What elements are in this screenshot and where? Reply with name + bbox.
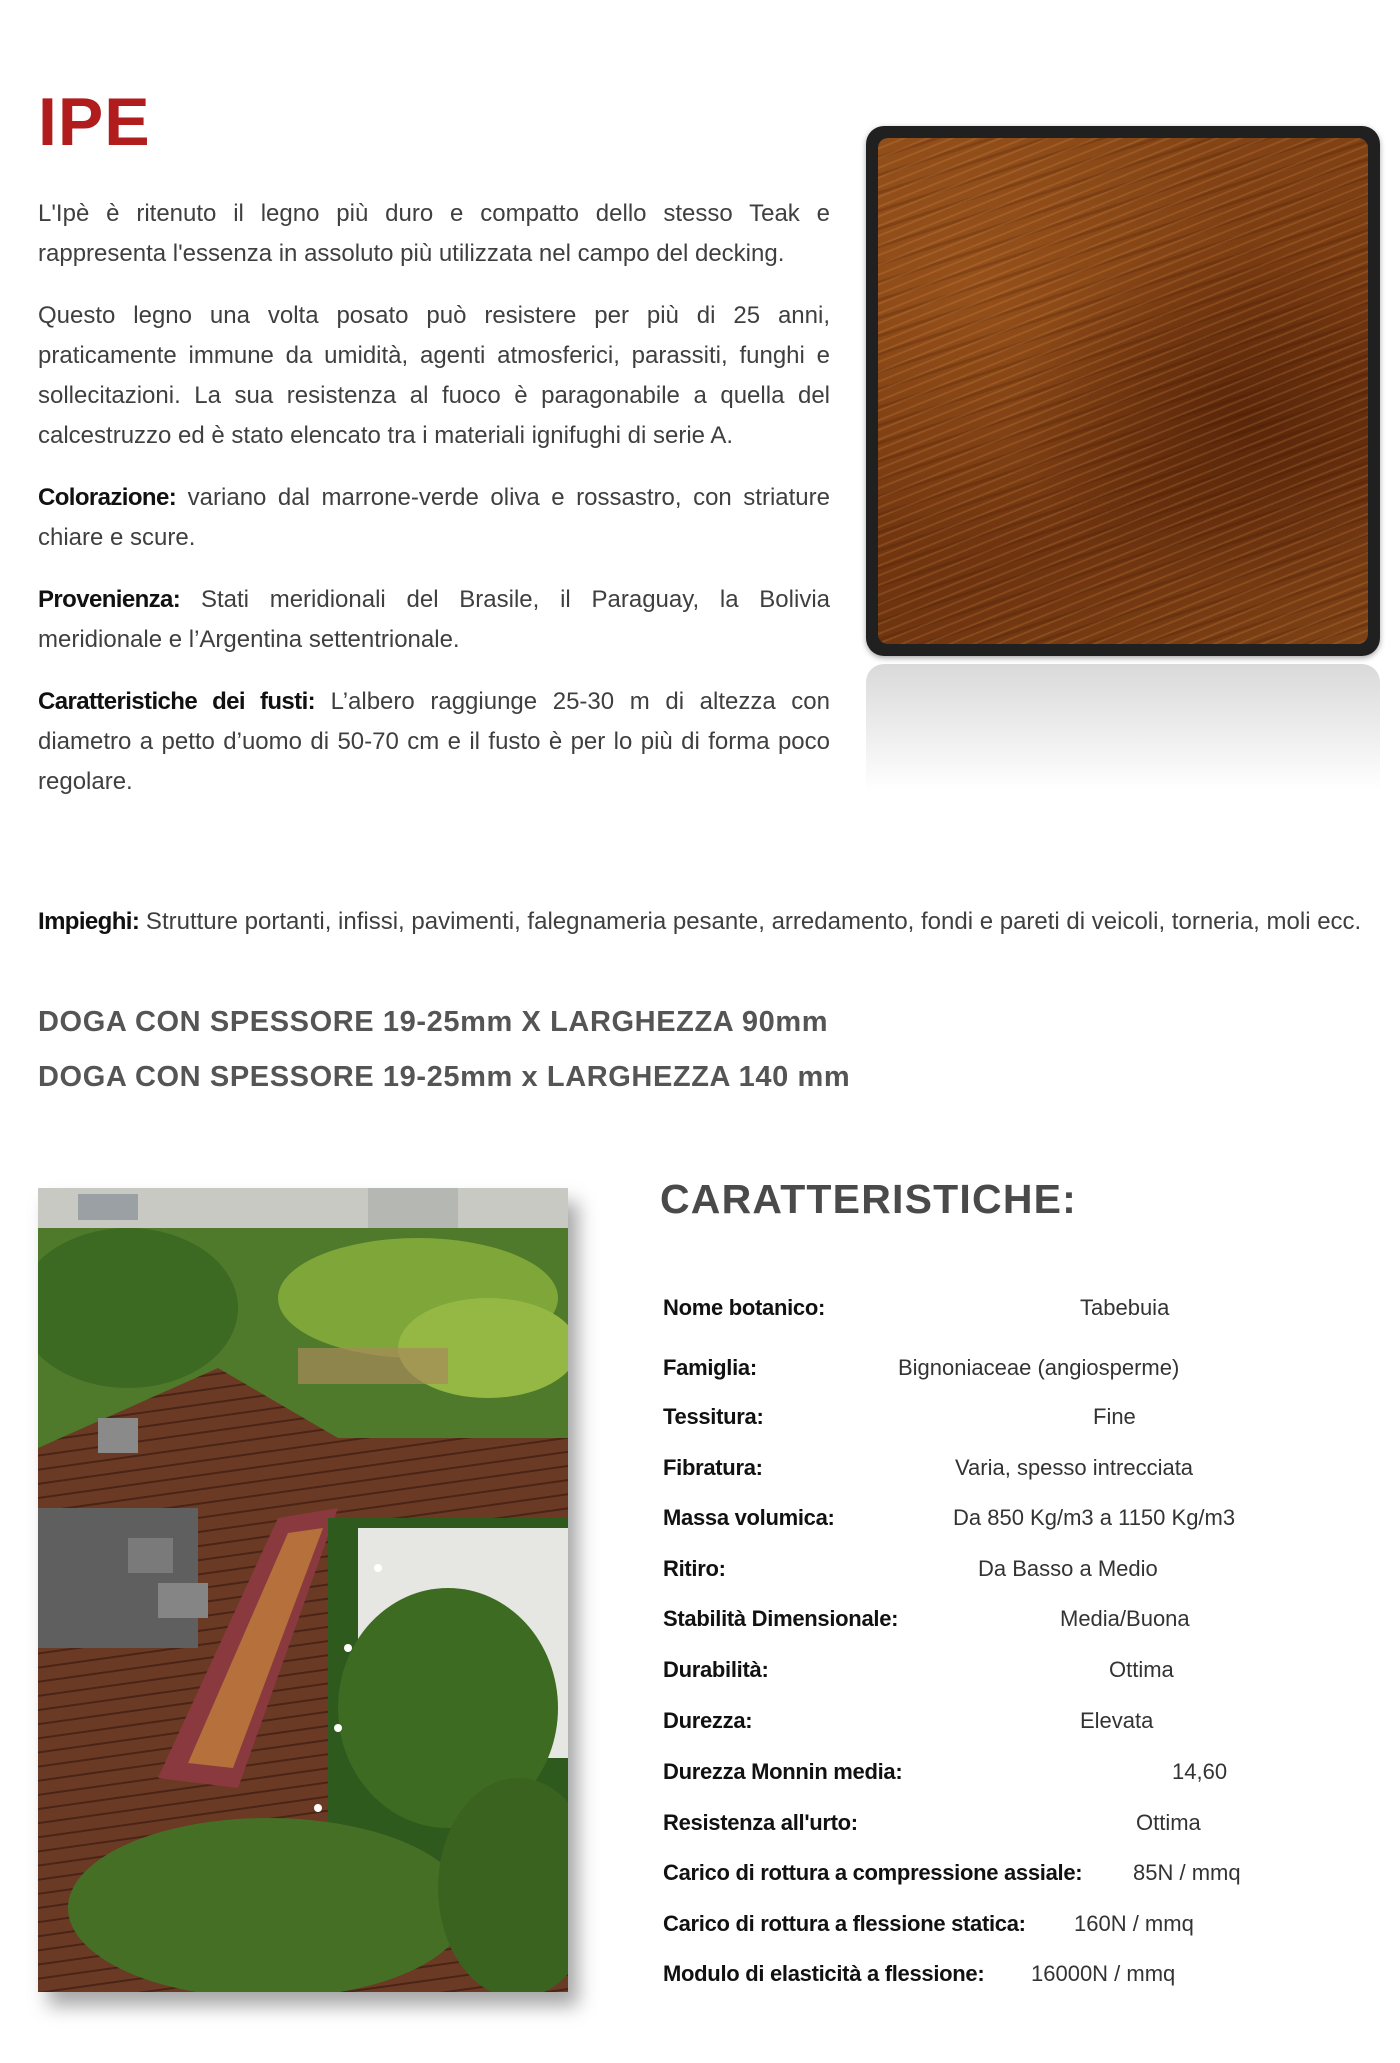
property-value: 85N / mmq xyxy=(1133,1860,1241,1885)
property-value: 160N / mmq xyxy=(1074,1911,1194,1936)
property-value: Varia, spesso intrecciata xyxy=(955,1455,1194,1480)
intro-paragraph-1: L'Ipè è ritenuto il legno più duro e compatto dello stesso Teak e rappresenta l'essenza in assoluto più utilizzata nel campo del decking. xyxy=(38,200,830,267)
caratteristiche-title: CARATTERISTICHE: xyxy=(660,1176,1078,1222)
property-value: Elevata xyxy=(1080,1708,1154,1733)
property-row xyxy=(663,1708,1383,1742)
property-label: Durabilità: xyxy=(663,1657,769,1682)
doga-spec-140: DOGA CON SPESSORE 19-25mm x LARGHEZZA 140 mm xyxy=(38,1061,851,1093)
property-value: Ottima xyxy=(1109,1657,1174,1682)
intro-text xyxy=(38,194,830,824)
fusti-label: Caratteristiche dei fusti: xyxy=(38,688,316,715)
property-value: Tabebuia xyxy=(1080,1295,1170,1320)
provenienza-text: Stati meridionali del Brasile, il Paraguay, la Bolivia meridionale e l’Argentina settentrionale. xyxy=(38,586,830,653)
property-row xyxy=(663,1810,1383,1844)
property-label: Famiglia: xyxy=(663,1355,757,1380)
swatch-reflection xyxy=(866,664,1380,814)
property-row xyxy=(663,1911,1383,1945)
impieghi-label: Impieghi: xyxy=(38,908,140,935)
fusti-paragraph xyxy=(38,682,830,802)
property-value: 14,60 xyxy=(1172,1759,1228,1784)
impieghi-text: Strutture portanti, infissi, pavimenti, falegnameria pesante, arredamento, fondi e pareti di veicoli, torneria, moli ecc. xyxy=(139,908,1362,935)
property-label: Fibratura: xyxy=(663,1455,763,1480)
property-row xyxy=(663,1455,1383,1489)
colorazione-text: variano dal marrone-verde oliva e rossastro, con striature chiare e scure. xyxy=(38,484,830,551)
property-value: 16000N / mmq xyxy=(1031,1961,1176,1986)
property-label: Durezza: xyxy=(663,1708,753,1733)
property-label: Nome botanico: xyxy=(663,1295,826,1320)
provenienza-label: Provenienza: xyxy=(38,586,181,613)
property-row xyxy=(663,1355,1383,1389)
property-value: Fine xyxy=(1093,1404,1136,1429)
intro-paragraph-2: Questo legno una volta posato può resistere per più di 25 anni, praticamente immune da umidità, agenti atmosferici, parassiti, funghi e sollecitazioni. La sua resistenza al fuoco è paragonabile a quella del calcestruzzo ed è stato elencato tra i materiali ignifughi di serie A. xyxy=(38,302,830,449)
property-value: Da 850 Kg/m3 a 1150 Kg/m3 xyxy=(953,1505,1236,1530)
wood-grain-texture xyxy=(878,138,1368,644)
property-value: Ottima xyxy=(1136,1810,1201,1835)
property-value: Bignoniaceae (angiosperme) xyxy=(898,1355,1180,1380)
property-row xyxy=(663,1759,1383,1793)
property-label: Carico di rottura a compressione assiale: xyxy=(663,1860,1083,1885)
property-row xyxy=(663,1505,1383,1539)
page-title: IPE xyxy=(38,84,151,160)
property-label: Ritiro: xyxy=(663,1556,726,1581)
property-row xyxy=(663,1860,1383,1894)
property-row xyxy=(663,1606,1383,1640)
property-label: Durezza Monnin media: xyxy=(663,1759,903,1784)
property-label: Modulo di elasticità a flessione: xyxy=(663,1961,985,1986)
wood-swatch-image xyxy=(866,126,1380,656)
provenienza-paragraph xyxy=(38,580,830,660)
doga-spec-90: DOGA CON SPESSORE 19-25mm X LARGHEZZA 90mm xyxy=(38,1006,829,1038)
terrace-illustration xyxy=(38,1188,568,1992)
property-row xyxy=(663,1657,1383,1691)
property-label: Tessitura: xyxy=(663,1404,764,1429)
fusti-text: L’albero raggiunge 25-30 m di altezza con diametro a petto d’uomo di 50-70 cm e il fusto è per lo più di forma poco regolare. xyxy=(38,688,831,795)
property-label: Massa volumica: xyxy=(663,1505,835,1530)
property-row xyxy=(663,1556,1383,1590)
property-row xyxy=(663,1295,1383,1329)
property-value: Media/Buona xyxy=(1060,1606,1190,1631)
property-label: Stabilità Dimensionale: xyxy=(663,1606,899,1631)
property-row xyxy=(663,1961,1383,1995)
property-label: Resistenza all'urto: xyxy=(663,1810,858,1835)
terrace-photo xyxy=(38,1188,568,1992)
impieghi-paragraph xyxy=(38,902,1368,942)
property-row xyxy=(663,1404,1383,1438)
colorazione-paragraph xyxy=(38,478,830,558)
property-label: Carico di rottura a flessione statica: xyxy=(663,1911,1026,1936)
property-value: Da Basso a Medio xyxy=(978,1556,1158,1581)
colorazione-label: Colorazione: xyxy=(38,484,177,511)
